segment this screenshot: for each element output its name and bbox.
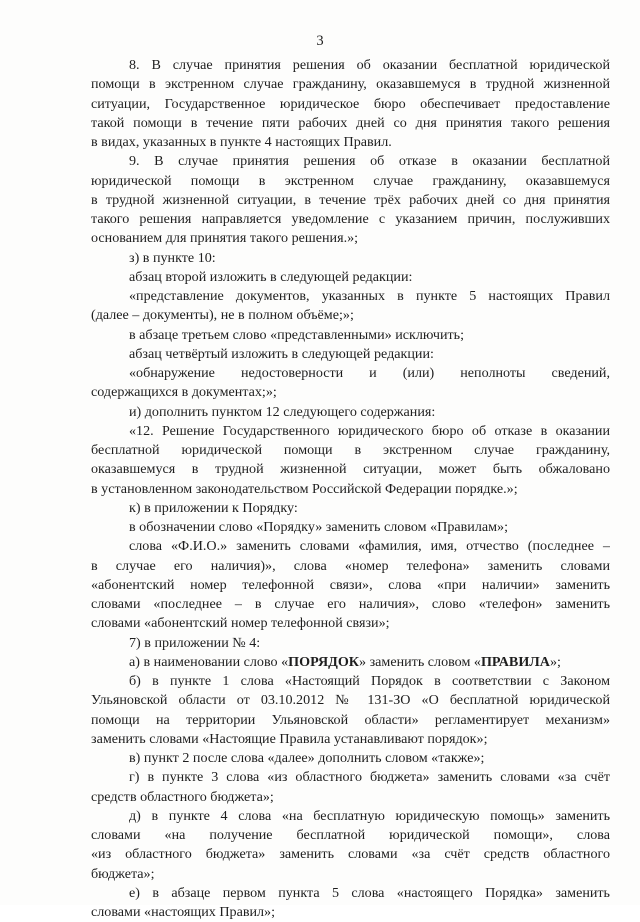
text-line: ситуации, Государственное юридическое бюро обеспечивает предоставление bbox=[91, 95, 610, 112]
document-body bbox=[91, 56, 610, 922]
text-line: в) пункт 2 после слова «далее» дополнить словом «также»; bbox=[129, 750, 485, 766]
text-line: в видах, указанных в пункте 4 настоящих Правил. bbox=[91, 134, 392, 150]
text-line: Ульяновской области от 03.10.2012 № 131-ЗО «О бесплатной юридической bbox=[91, 692, 610, 709]
text-line: бесплатной юридической помощи в экстренном случае гражданину, bbox=[91, 442, 610, 458]
text-line: юридической помощи в экстренном случае гражданину, оказавшемуся bbox=[91, 172, 610, 189]
text-line: «12. Решение Государственного юридического бюро об отказе в оказании bbox=[129, 422, 610, 439]
text-line: словами «абонентский номер телефонной связи»; bbox=[91, 615, 390, 632]
text-line: основанием для принятия такого решения.»; bbox=[91, 230, 359, 247]
text-line: в установленном законодательством Российской Федерации порядке.»; bbox=[91, 480, 518, 497]
text-line: заменить словами «Настоящие Правила устанавливают порядок»; bbox=[91, 730, 488, 747]
text-line: словами «настоящих Правил»; bbox=[91, 904, 276, 920]
text-line: такого решения направляется уведомление с указанием причин, послуживших bbox=[91, 211, 610, 227]
text-line: в абзаце третьем слово «представленными» исключить; bbox=[129, 326, 464, 343]
text-line: «обнаружение недостоверности и (или) неполноты сведений, bbox=[129, 365, 610, 381]
text-line: оказавшемуся в трудной жизненной ситуации, может быть обжаловано bbox=[91, 461, 610, 478]
text-line: 8. В случае принятия решения об оказании бесплатной юридической bbox=[129, 57, 610, 73]
text-line: словами «последнее – в случае его наличия», слово «телефон» заменить bbox=[91, 596, 610, 612]
text-line: помощи на территории Ульяновской области» регламентирует механизм» bbox=[91, 711, 610, 728]
text-line: содержащихся в документах;»; bbox=[91, 384, 277, 401]
text-line: в случае его наличия)», слова «номер телефона» заменить словами bbox=[91, 557, 610, 574]
text-line: абзац второй изложить в следующей редакции: bbox=[129, 268, 413, 285]
text-line: а) в наименовании слово «ПОРЯДОК» заменить словом «ПРАВИЛА»; bbox=[129, 653, 561, 670]
text-line: «абонентский номер телефонной связи», слова «при наличии» заменить bbox=[91, 576, 610, 593]
text-line: в обозначении слово «Порядку» заменить словом «Правилам»; bbox=[129, 519, 508, 535]
text-line: помощи в экстренном случае гражданину, оказавшемуся в трудной жизненной bbox=[91, 76, 610, 93]
text-line: средств областного бюджета»; bbox=[91, 788, 274, 805]
text-line: «из областного бюджета» заменить словами «за счёт средств областного bbox=[91, 846, 610, 863]
text-line: такой помощи в течение пяти рабочих дней со дня принятия такого решения bbox=[91, 114, 610, 131]
text-line: в трудной жизненной ситуации, в течение трёх рабочих дней со дня принятия bbox=[91, 191, 610, 208]
text-line: д) в пункте 4 слова «на бесплатную юридическую помощь» заменить bbox=[129, 807, 610, 824]
text-line: б) в пункте 1 слова «Настоящий Порядок в соответствии с Законом bbox=[129, 673, 610, 689]
text-line: е) в абзаце первом пункта 5 слова «настоящего Порядка» заменить bbox=[129, 884, 610, 901]
text-line: бюджета»; bbox=[91, 865, 155, 882]
text-line: 9. В случае принятия решения об отказе в оказании бесплатной bbox=[129, 153, 610, 170]
text-line: (далее – документы), не в полном объёме;»; bbox=[91, 307, 354, 324]
text-line: и) дополнить пунктом 12 следующего содержания: bbox=[129, 403, 436, 420]
text-line: к) в приложении к Порядку: bbox=[129, 499, 298, 516]
text-line: з) в пункте 10: bbox=[129, 249, 216, 266]
page-number: 3 bbox=[316, 33, 324, 49]
text-line: г) в пункте 3 слова «из областного бюджета» заменить словами «за счёт bbox=[129, 769, 610, 786]
text-line: словами «на получение бесплатной юридической помощи», слова bbox=[91, 827, 610, 843]
text-line: абзац четвёртый изложить в следующей редакции: bbox=[129, 345, 434, 362]
text-line: «представление документов, указанных в пункте 5 настоящих Правил bbox=[129, 288, 610, 304]
text-line: 7) в приложении № 4: bbox=[129, 634, 261, 651]
text-line: слова «Ф.И.О.» заменить словами «фамилия, имя, отчество (последнее – bbox=[129, 538, 610, 555]
